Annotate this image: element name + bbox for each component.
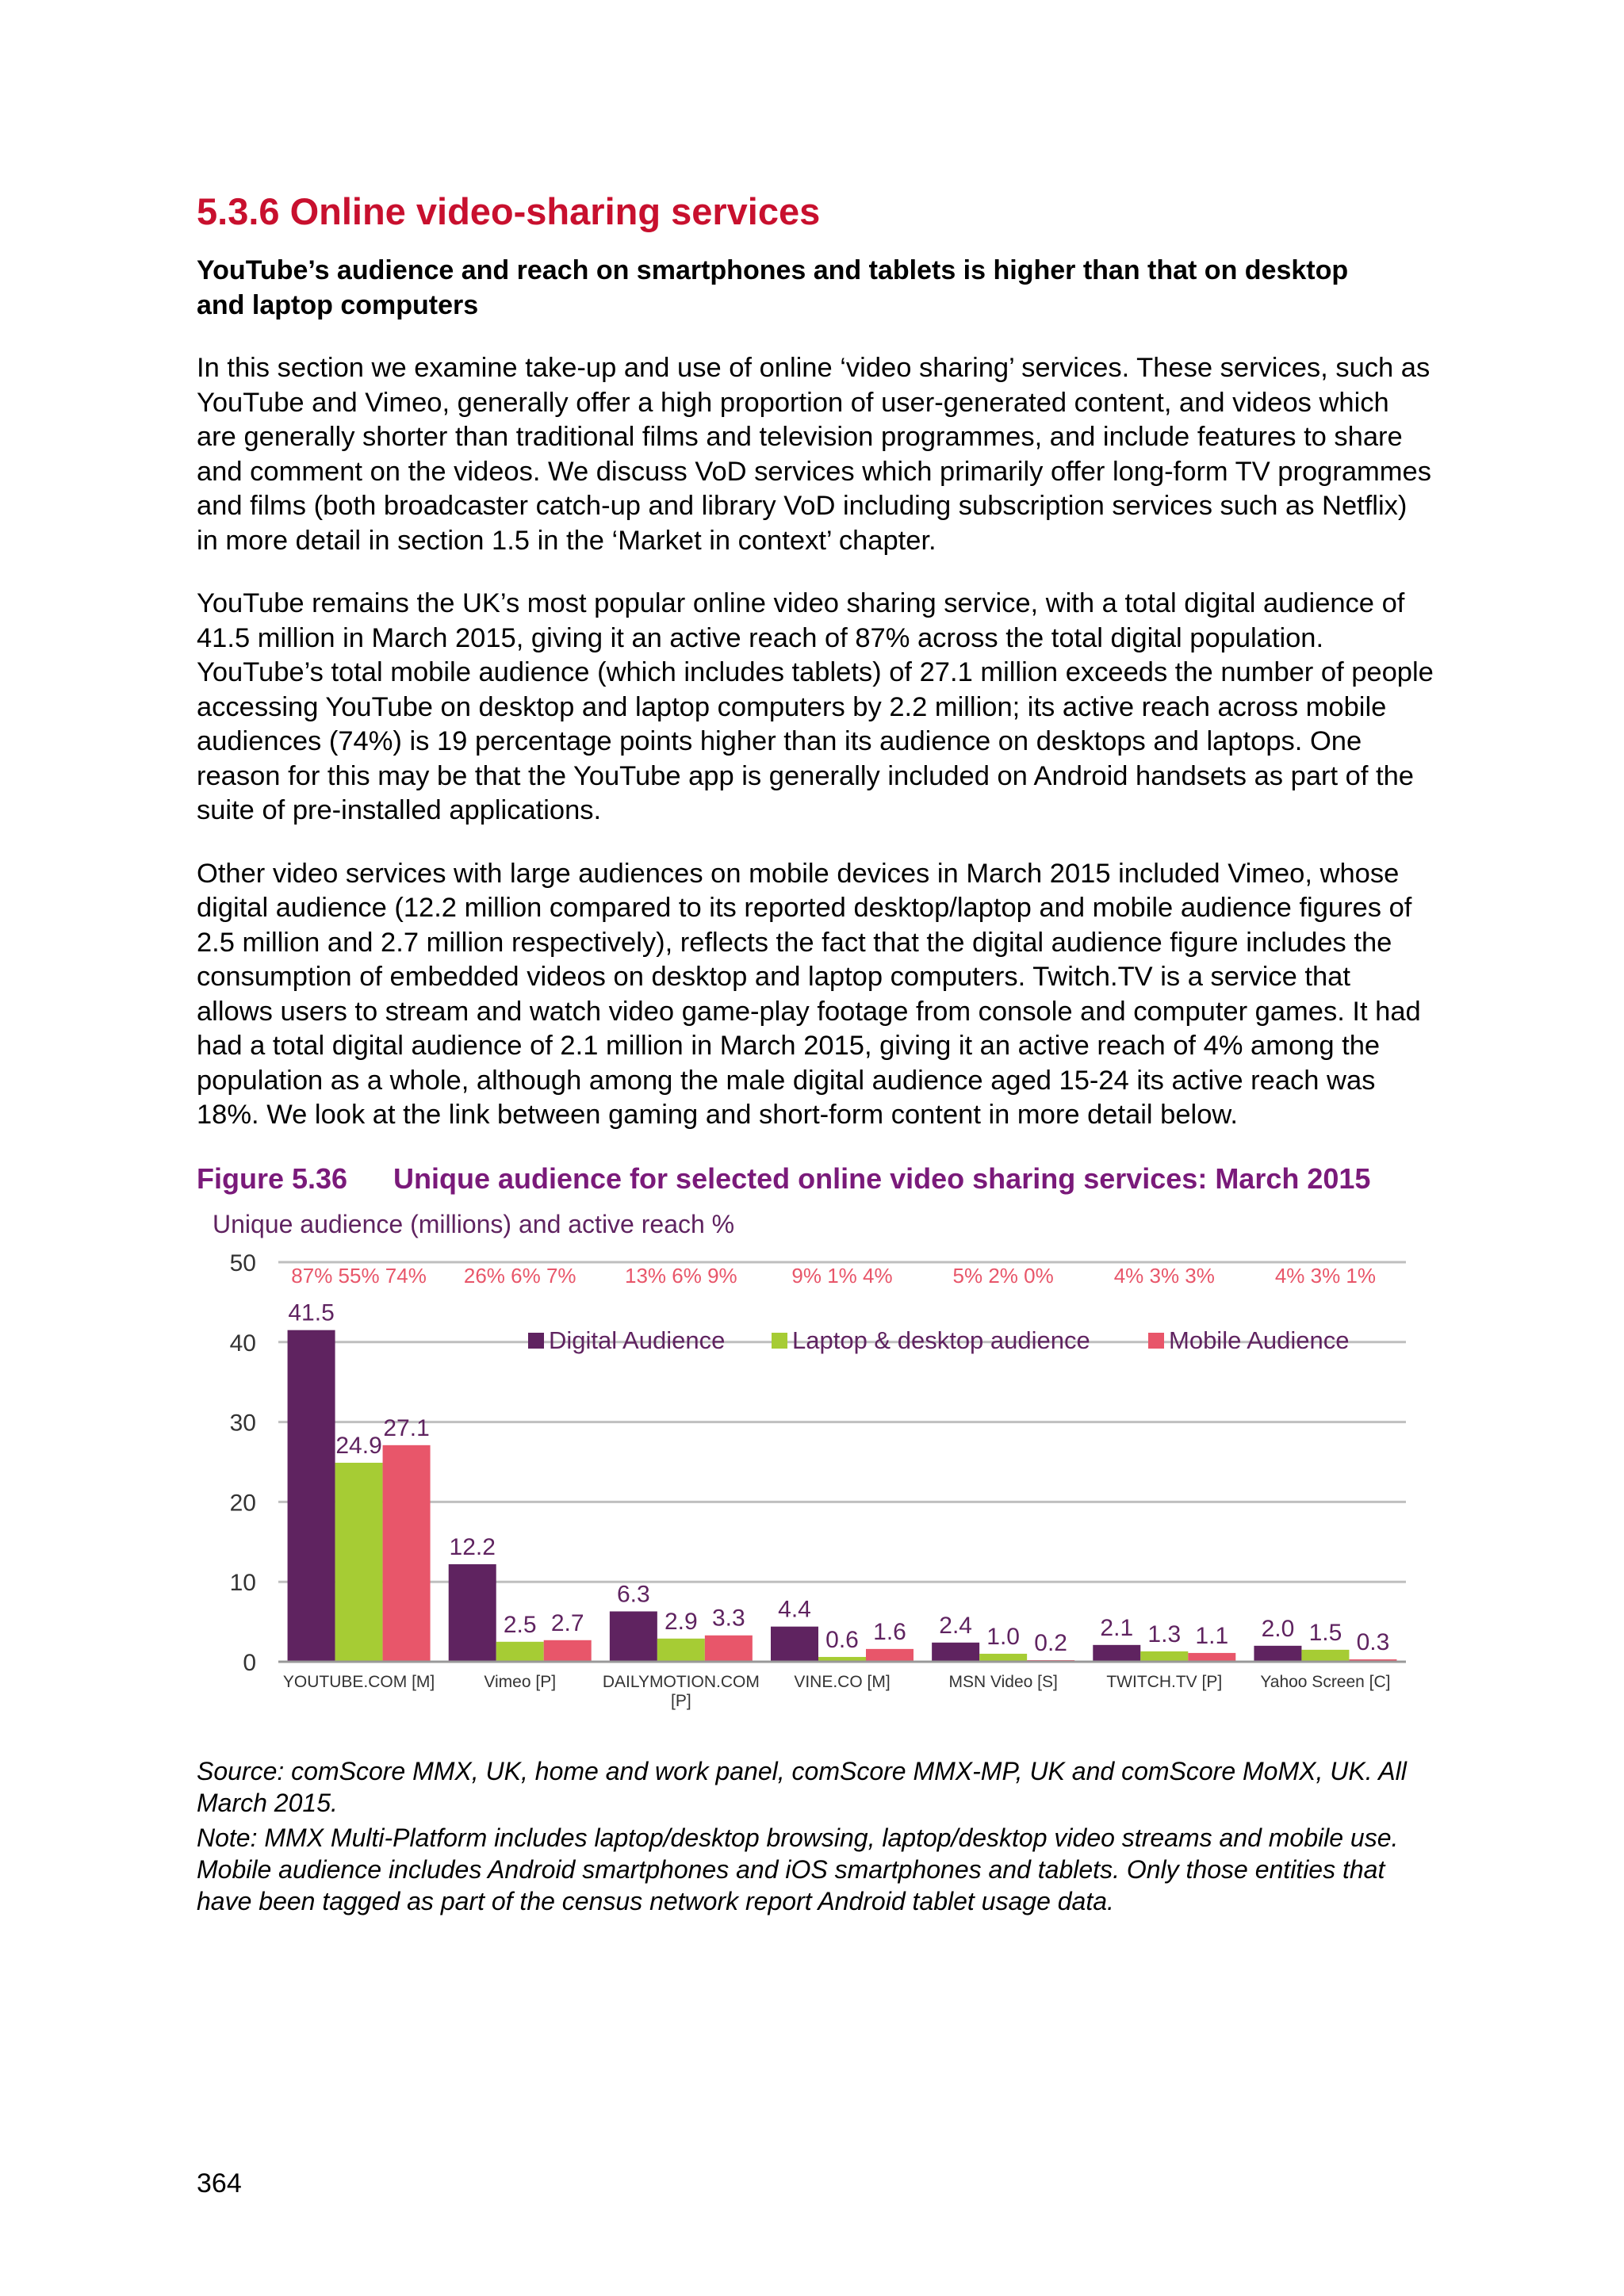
x-tick-label: YOUTUBE.COM [M] <box>282 1672 435 1691</box>
data-label: 0.3 <box>1356 1628 1390 1655</box>
data-label: 2.9 <box>664 1608 698 1635</box>
reach-label: 13% 6% 9% <box>625 1263 737 1288</box>
x-tick-label: [P] <box>671 1691 691 1710</box>
figure-number: Figure 5.36 <box>197 1161 348 1195</box>
legend-swatch <box>528 1333 544 1349</box>
bar-digital-audience <box>1093 1645 1140 1662</box>
section-subheading: YouTube’s audience and reach on smartphones and tablets is higher than that on desktop and laptop computers <box>197 255 1349 320</box>
legend-swatch <box>772 1333 787 1349</box>
y-tick-label: 40 <box>229 1330 256 1357</box>
data-label: 1.1 <box>1195 1622 1229 1649</box>
bar-digital-audience <box>771 1626 818 1661</box>
data-label: 1.0 <box>986 1623 1021 1650</box>
bar-digital-audience <box>1254 1646 1301 1662</box>
legend-swatch <box>1148 1333 1164 1349</box>
page-number: 364 <box>197 2168 242 2198</box>
data-label: 2.0 <box>1261 1615 1295 1642</box>
bar-laptop-desktop-audience <box>1140 1651 1188 1662</box>
paragraph-1: In this section we examine take-up and use of online ‘video sharing’ services. These services, such as YouTube and Vimeo, generally offer a high proportion of user-generated content, and videos which are generally shorter than traditional films and television programmes, and include features to share and comment on the videos. We discuss VoD services which primarily offer long-form TV programmes and films (both broadcaster catch-up and library VoD including subscription services such as Netflix) in more detail in section 1.5 in the ‘Market in context’ chapter. <box>197 353 1431 556</box>
bar-laptop-desktop-audience <box>496 1642 544 1662</box>
bar-laptop-desktop-audience <box>335 1463 383 1662</box>
reach-label: 26% 6% 7% <box>463 1263 576 1288</box>
x-tick-label: Yahoo Screen [C] <box>1260 1672 1391 1691</box>
y-tick-label: 20 <box>229 1490 256 1517</box>
legend-label: Digital Audience <box>549 1326 726 1354</box>
bar-digital-audience <box>610 1611 657 1662</box>
data-label: 2.7 <box>550 1609 584 1636</box>
data-label: 27.1 <box>383 1414 430 1441</box>
bar-laptop-desktop-audience <box>979 1654 1027 1662</box>
y-tick-label: 50 <box>229 1249 256 1276</box>
paragraph-3: Other video services with large audiences on mobile devices in March 2015 included Vimeo, whose digital audience (12.2 million compared to its reported desktop/laptop and mobile audience figures of 2.5 million and 2.7 million respectively), reflects the fact that the digital audience figure includes the consumption of embedded videos on desktop and laptop computers. Twitch.TV is a service that allows users to stream and watch video game-play footage from console and computer games. It had had a total digital audience of 2.1 million in March 2015, giving it an active reach of 4% among the population as a whole, although among the male digital audience aged 15-24 its active reach was 18%. We look at the link between gaming and short-form content in more detail below. <box>197 858 1421 1131</box>
figure-title <box>197 1161 1434 1196</box>
page-content <box>197 190 1434 1917</box>
bar-digital-audience <box>932 1643 979 1662</box>
data-label: 3.3 <box>711 1605 745 1632</box>
chart-svg <box>197 1205 1434 1752</box>
data-label: 2.4 <box>939 1612 973 1639</box>
reach-label: 5% 2% 0% <box>952 1263 1054 1288</box>
bar-laptop-desktop-audience <box>657 1639 705 1662</box>
x-tick-label: TWITCH.TV [P] <box>1106 1672 1223 1691</box>
data-label: 6.3 <box>616 1581 650 1608</box>
reach-label: 4% 3% 1% <box>1274 1263 1377 1288</box>
data-label: 1.5 <box>1308 1619 1342 1646</box>
bar-mobile-audience <box>866 1649 914 1662</box>
paragraph-2: YouTube remains the UK’s most popular online video sharing service, with a total digital audience of 41.5 million in March 2015, giving it an active reach of 87% across the total digital population. YouTube’s total mobile audience (which includes tablets) of 27.1 million exceeds the number of people accessing YouTube on desktop and laptop computers by 2.2 million; its active reach across mobile audiences (74%) is 19 percentage points higher than its audience on desktops and laptops. One reason for this may be that the YouTube app is generally included on Android handsets as part of the suite of pre-installed applications. <box>197 588 1434 826</box>
y-tick-label: 30 <box>229 1410 256 1437</box>
bar-digital-audience <box>288 1330 335 1661</box>
data-label: 2.1 <box>1100 1614 1134 1641</box>
source-note: Note: MMX Multi-Platform includes laptop/desktop browsing, laptop/desktop video streams and mobile use. Mobile audience includes Android smartphones and iOS smartphones and tablets. Only those entities that have been tagged as part of the census network report Android tablet usage data. <box>197 1823 1399 1915</box>
reach-label: 87% 55% 74% <box>291 1263 427 1288</box>
data-label: 24.9 <box>335 1432 382 1459</box>
x-tick-label: VINE.CO [M] <box>794 1672 891 1691</box>
y-tick-label: 0 <box>243 1649 256 1676</box>
figure-caption: Unique audience for selected online video sharing services: March 2015 <box>393 1161 1371 1195</box>
legend-label: Mobile Audience <box>1169 1326 1350 1354</box>
data-label: 1.6 <box>873 1618 906 1645</box>
data-label: 41.5 <box>288 1299 335 1326</box>
x-tick-label: Vimeo [P] <box>484 1672 557 1691</box>
reach-label: 9% 1% 4% <box>791 1263 893 1288</box>
data-label: 0.2 <box>1034 1629 1068 1656</box>
chart <box>197 1205 1434 1752</box>
bar-mobile-audience <box>383 1445 431 1662</box>
bar-mobile-audience <box>1188 1653 1235 1662</box>
x-tick-label: DAILYMOTION.COM <box>602 1672 760 1691</box>
data-label: 1.3 <box>1147 1621 1182 1647</box>
reach-label: 4% 3% 3% <box>1113 1263 1215 1288</box>
data-label: 4.4 <box>778 1596 811 1623</box>
bar-laptop-desktop-audience <box>1301 1650 1349 1662</box>
data-label: 12.2 <box>449 1533 496 1560</box>
source-text: Source: comScore MMX, UK, home and work panel, comScore MMX-MP, UK and comScore MoMX, UK. All March 2015. <box>197 1756 1407 1817</box>
y-tick-label: 10 <box>229 1569 256 1596</box>
x-tick-label: MSN Video [S] <box>948 1672 1058 1691</box>
data-label: 2.5 <box>503 1611 537 1638</box>
legend-label: Laptop & desktop audience <box>792 1326 1090 1354</box>
data-label: 0.6 <box>825 1626 859 1653</box>
y-axis-title: Unique audience (millions) and active reach % <box>213 1209 735 1238</box>
bar-mobile-audience <box>705 1636 753 1662</box>
bar-mobile-audience <box>544 1640 592 1662</box>
bar-digital-audience <box>449 1564 496 1662</box>
section-title: 5.3.6 Online video-sharing services <box>197 190 821 232</box>
